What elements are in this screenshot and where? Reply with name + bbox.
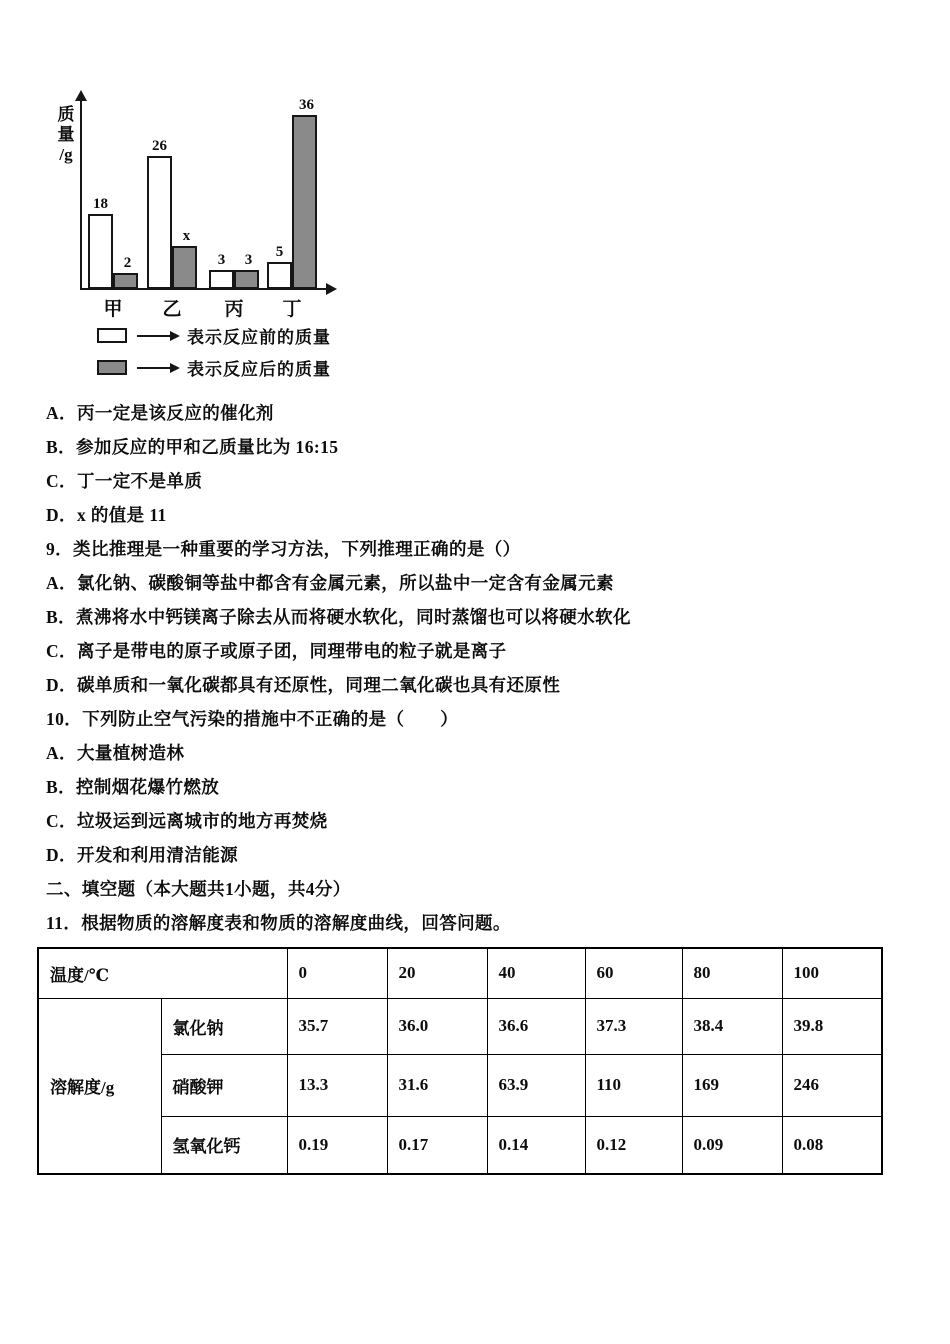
question-text-block (46, 396, 911, 1175)
legend-arrow-icon (137, 335, 171, 337)
solubility-value-cell: 169 (682, 1054, 782, 1116)
temp-value-cell: 20 (387, 948, 487, 998)
y-axis-label-line: /g (59, 145, 73, 164)
bar-before-4 (267, 262, 292, 289)
q9-option-c: C．离子是带电的原子或原子团，同理带电的粒子就是离子 (46, 641, 507, 661)
chart-legend (97, 323, 331, 387)
table-row (38, 1054, 882, 1116)
bar-after-4 (292, 115, 317, 289)
solubility-value-cell: 63.9 (487, 1054, 585, 1116)
bar-value-label: 3 (244, 252, 253, 268)
legend-row-before (97, 323, 331, 348)
solubility-value-cell: 0.14 (487, 1116, 585, 1174)
solubility-value-cell: 0.19 (287, 1116, 387, 1174)
q9-stem: 9．类比推理是一种重要的学习方法，下列推理正确的是（） (46, 539, 521, 559)
substance-name-cell: 氯化钠 (161, 998, 287, 1054)
q8-option-a: A．丙一定是该反应的催化剂 (46, 403, 274, 423)
solubility-value-cell: 39.8 (782, 998, 882, 1054)
bar-before-3 (209, 270, 234, 289)
legend-swatch-after (97, 360, 127, 375)
section2-header: 二、填空题（本大题共1小题，共4分） (46, 879, 351, 899)
y-axis-label-line: 质 (57, 105, 75, 124)
q8-option-d: D．x 的值是 11 (46, 505, 167, 525)
legend-label-after: 表示反应后的质量 (187, 360, 331, 379)
solubility-value-cell: 246 (782, 1054, 882, 1116)
bar-value-label: x (182, 228, 191, 244)
solubility-value-cell: 31.6 (387, 1054, 487, 1116)
solubility-value-cell: 13.3 (287, 1054, 387, 1116)
bar-value-label: 2 (123, 255, 132, 271)
bar-value-label: 18 (93, 196, 108, 212)
solubility-table (37, 947, 883, 1175)
solubility-value-cell: 110 (585, 1054, 682, 1116)
legend-row-after (97, 355, 331, 380)
table-row (38, 1116, 882, 1174)
solubility-value-cell: 0.12 (585, 1116, 682, 1174)
solubility-value-cell: 36.6 (487, 998, 585, 1054)
solubility-value-cell: 37.3 (585, 998, 682, 1054)
bar-before-2 (147, 156, 172, 289)
q10-option-a: A．大量植树造林 (46, 743, 185, 763)
bar-value-label: 5 (275, 244, 284, 260)
category-label-1: 甲 (103, 299, 123, 320)
temp-value-cell: 0 (287, 948, 387, 998)
legend-swatch-before (97, 328, 127, 343)
substance-name-cell: 硝酸钾 (161, 1054, 287, 1116)
substance-name-cell: 氢氧化钙 (161, 1116, 287, 1174)
bar-value-label: 3 (217, 252, 226, 268)
q9-option-a: A．氯化钠、碳酸铜等盐中都含有金属元素，所以盐中一定含有金属元素 (46, 573, 614, 593)
q11-stem: 11．根据物质的溶解度表和物质的溶解度曲线，回答问题。 (46, 913, 511, 933)
y-axis-label-line: 量 (57, 125, 75, 144)
q10-option-c: C．垃圾运到远离城市的地方再焚烧 (46, 811, 328, 831)
bar-value-label: 36 (299, 97, 314, 113)
category-label-3: 丙 (224, 299, 244, 320)
temp-value-cell: 40 (487, 948, 585, 998)
q10-stem: 10．下列防止空气污染的措施中不正确的是（ ） (46, 709, 459, 729)
row-group-label-cell: 溶解度/g (38, 998, 161, 1174)
mass-bar-chart (55, 93, 385, 393)
category-label-4: 丁 (282, 299, 302, 320)
solubility-value-cell: 36.0 (387, 998, 487, 1054)
y-axis-line (80, 98, 82, 290)
plot-area (55, 93, 347, 320)
bar-after-3 (234, 270, 259, 289)
q8-option-b: B．参加反应的甲和乙质量比为 16:15 (46, 437, 339, 457)
table-header-row (38, 948, 882, 998)
q10-option-d: D．开发和利用清洁能源 (46, 845, 239, 865)
temp-value-cell: 100 (782, 948, 882, 998)
bar-after-1 (113, 273, 138, 289)
q10-option-b: B．控制烟花爆竹燃放 (46, 777, 220, 797)
solubility-value-cell: 38.4 (682, 998, 782, 1054)
bar-before-1 (88, 214, 113, 289)
temp-header-cell: 温度/℃ (38, 948, 287, 998)
solubility-value-cell: 35.7 (287, 998, 387, 1054)
q9-option-d: D．碳单质和一氧化碳都具有还原性，同理二氧化碳也具有还原性 (46, 675, 561, 695)
solubility-value-cell: 0.09 (682, 1116, 782, 1174)
solubility-value-cell: 0.08 (782, 1116, 882, 1174)
q9-option-b: B．煮沸将水中钙镁离子除去从而将硬水软化，同时蒸馏也可以将硬水软化 (46, 607, 631, 627)
temp-value-cell: 60 (585, 948, 682, 998)
bar-value-label: 26 (152, 138, 167, 154)
category-label-2: 乙 (162, 299, 182, 320)
solubility-value-cell: 0.17 (387, 1116, 487, 1174)
table-row (38, 998, 882, 1054)
legend-arrow-icon (137, 367, 171, 369)
legend-label-before: 表示反应前的质量 (187, 328, 331, 347)
x-axis-arrow-icon (326, 283, 337, 295)
y-axis-arrow-icon (75, 90, 87, 101)
temp-value-cell: 80 (682, 948, 782, 998)
q8-option-c: C．丁一定不是单质 (46, 471, 203, 491)
bar-after-2 (172, 246, 197, 289)
